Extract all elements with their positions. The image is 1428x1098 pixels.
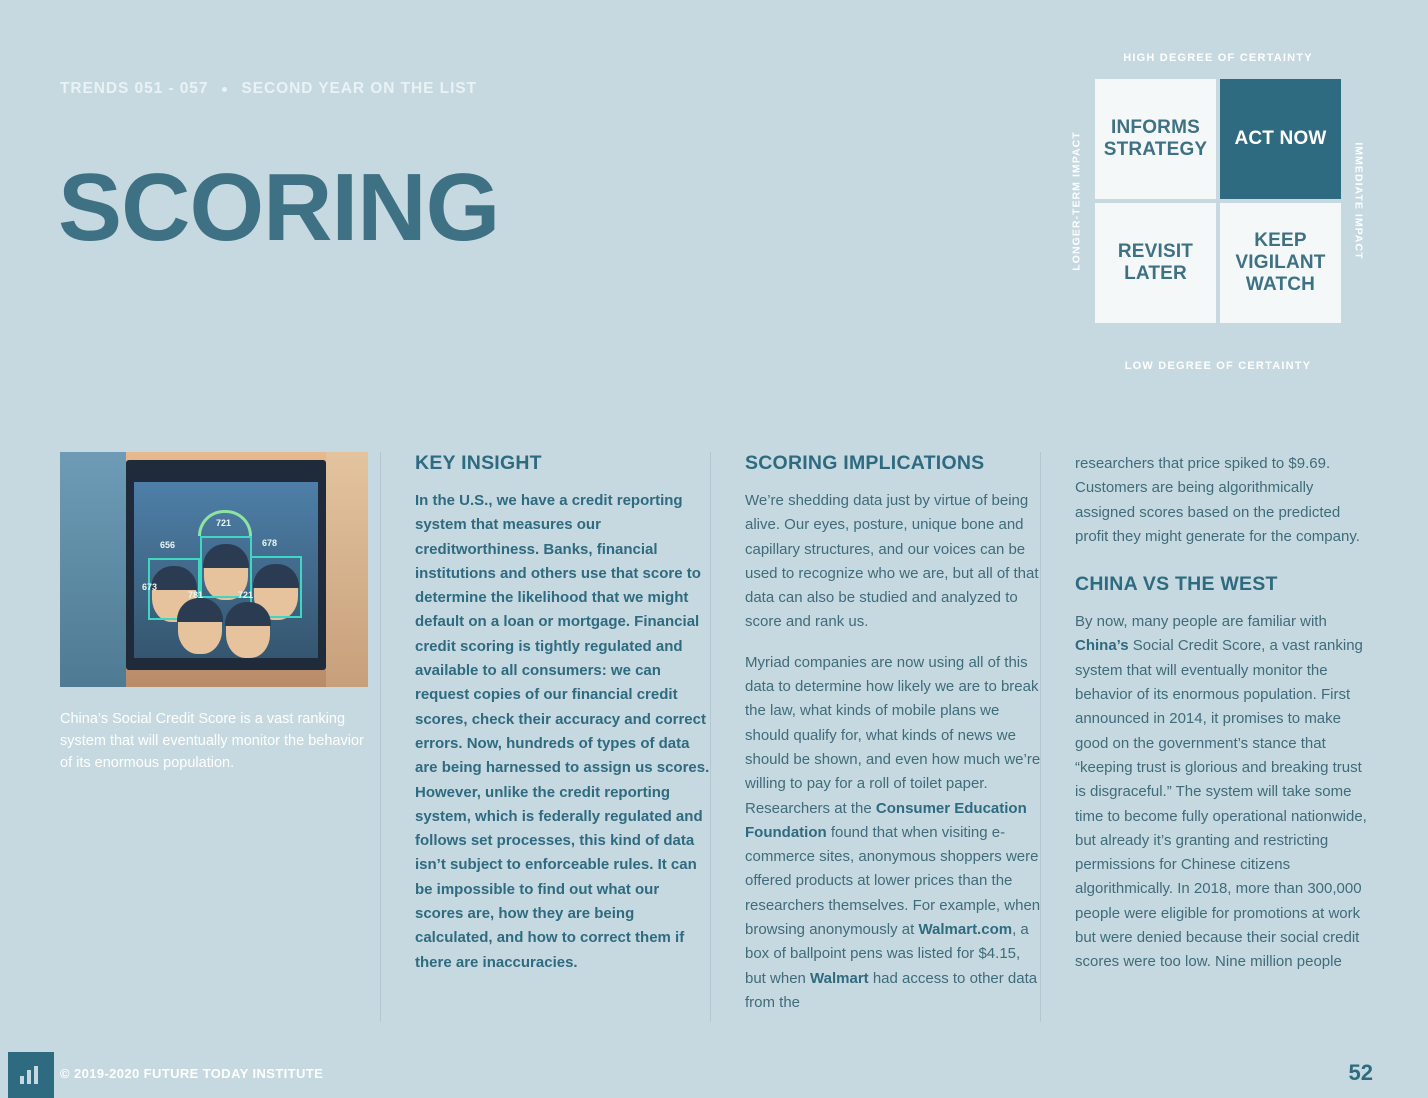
- bullet-separator-icon: [222, 87, 227, 92]
- score-label-3: 678: [262, 538, 278, 548]
- trends-range: TRENDS 051 - 057: [60, 80, 209, 97]
- continuation-paragraph: researchers that price spiked to $9.69. Customers are being algorithmically assigned scores based on the predicted profit they might generate for the company.: [1075, 455, 1360, 545]
- score-label-6: 721: [238, 590, 254, 600]
- tablet-screen: [134, 482, 318, 658]
- cvw-text-2: Social Credit Score, a vast ranking system that will eventually monitor the behavior of its enormous population. First announced in 2014, it promises to make good on the government’s stance that “keeping trust is glorious and breaking trust is disgraceful.” The system will take some time to become fully operational nationwide, but already it’s granting and restricting permissions for Chinese citizens algorithmically. In 2018, more than 300,000 people were eligible for promotions at work but were denied because their social credit scores were too low. Nine million people: [1075, 637, 1367, 971]
- china-vs-west-body: [1075, 610, 1371, 974]
- matrix-cell-keep-vigilant-watch[interactable]: KEEP VIGILANT WATCH: [1220, 203, 1341, 323]
- kicker-subtitle: SECOND YEAR ON THE LIST: [241, 80, 477, 97]
- photo-caption: China’s Social Credit Score is a vast ranking system that will eventually monitor the behavior of its enormous population.: [60, 711, 364, 771]
- score-label-2: 656: [160, 540, 176, 550]
- tablet-device: [126, 460, 326, 670]
- copyright-text: © 2019-2020 FUTURE TODAY INSTITUTE: [60, 1066, 324, 1081]
- matrix-cell-informs-strategy[interactable]: INFORMS STRATEGY: [1095, 79, 1216, 199]
- face-box-1: [200, 536, 252, 598]
- score-label-5: 781: [188, 590, 204, 600]
- implications-paragraph-2: [745, 651, 1041, 1015]
- impl-text-3: , a box of ballpoint pens was listed for $4.15, but when: [745, 921, 1029, 987]
- key-insight-heading: KEY INSIGHT: [415, 452, 542, 474]
- matrix-grid: [1095, 79, 1341, 323]
- page-title: SCORING: [58, 154, 500, 261]
- matrix-top-label: HIGH DEGREE OF CERTAINTY: [1123, 52, 1313, 64]
- score-label-1: 721: [216, 518, 232, 528]
- cvw-text-1: By now, many people are familiar with: [1075, 613, 1327, 631]
- institute-logo: [8, 1052, 54, 1098]
- photo-frame-left: [60, 452, 126, 687]
- column-key-insight: [380, 452, 710, 1022]
- cvw-bold-chinas: China’s: [1075, 637, 1129, 655]
- matrix-bottom-label: LOW DEGREE OF CERTAINTY: [1124, 360, 1312, 372]
- photo-frame-right: [326, 452, 368, 687]
- score-label-4: 673: [142, 582, 158, 592]
- impl-text-4: had access to other data from the: [745, 969, 1038, 1011]
- page-number: 52: [1348, 1060, 1373, 1085]
- column-implications: [710, 452, 1040, 1022]
- matrix-cell-revisit-later[interactable]: REVISIT LATER: [1095, 203, 1216, 323]
- impl-text-1: Myriad companies are now using all of this data to determine how likely we are to break the law, what kinds of mobile plans we should qualify for, what kinds of news we should be shown, and even how much we’re willing to pay for a roll of toilet paper. Researchers at the: [745, 653, 1041, 817]
- matrix-cell-act-now[interactable]: ACT NOW: [1220, 79, 1341, 199]
- key-insight-body: In the U.S., we have a credit reporting system that measures our creditworthiness. Banks, financial institutions and others use that score to determine the likelihood that we might default on a loan or mortgage. Financial credit scoring is tightly regulated and available to all consumers: we can request copies of our financial credit scores, check their accuracy and correct errors. Now, hundreds of types of data are being harnessed to assign us scores. However, unlike the credit reporting system, which is federally regulated and follows set processes, this kind of data isn’t subject to enforceable rules. It can be impossible to find out what our scores are, how they are being calculated, and how to correct them if there are inaccuracies.: [415, 492, 710, 971]
- kicker: [60, 80, 477, 98]
- impl-bold-consumer-education-foundation: Consumer Education Foundation: [745, 799, 1027, 841]
- logo-bars-icon: [20, 1066, 38, 1084]
- china-vs-west-heading: CHINA VS THE WEST: [1075, 573, 1278, 596]
- matrix-right-axis-label: [1348, 79, 1370, 323]
- impact-certainty-matrix: [1062, 52, 1374, 372]
- implications-paragraph-1: We’re shedding data just by virtue of being alive. Our eyes, posture, unique bone and capillary structures, and our voices can be used to recognize who we are, but all of that data can also be studied and analyzed to score and rank us.: [745, 492, 1039, 631]
- impl-bold-walmart-com: Walmart.com: [918, 921, 1013, 939]
- column-image: [60, 452, 380, 1022]
- impl-text-2: found that when visiting e-commerce sites, anonymous shoppers were offered products at lower prices than the researchers themselves. For example, when browsing anonymously at: [745, 823, 1041, 939]
- content-columns: [60, 452, 1370, 1022]
- article-photo: [60, 452, 368, 687]
- impl-bold-walmart: Walmart: [810, 969, 869, 987]
- matrix-right-axis-text: IMMEDIATE IMPACT: [1353, 142, 1366, 260]
- column-china-vs-west: [1040, 452, 1370, 1022]
- matrix-left-axis-text: LONGER-TERM IMPACT: [1071, 131, 1084, 271]
- matrix-left-axis-label: [1066, 79, 1088, 323]
- implications-heading: SCORING IMPLICATIONS: [745, 452, 985, 474]
